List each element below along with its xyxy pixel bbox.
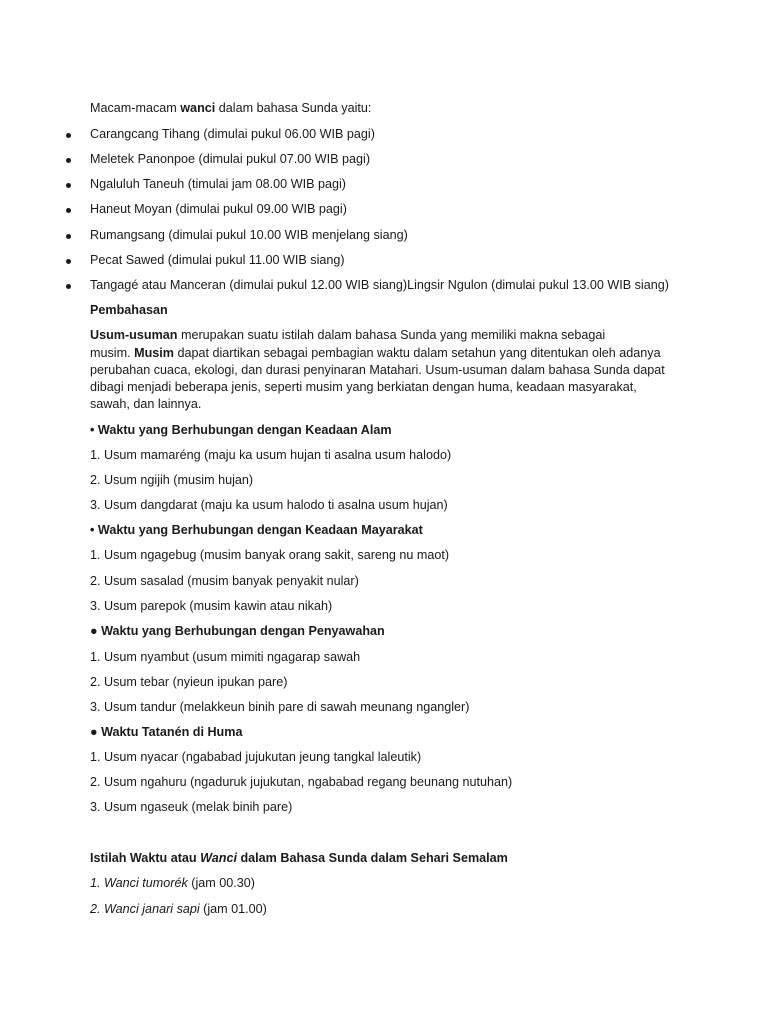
list-item: 2. Usum ngijih (musim hujan) [90,473,254,487]
paragraph-text: musim. [90,346,135,360]
list-item: Pecat Sawed (dimulai pukul 11.00 WIB siang) [90,253,345,267]
section-heading-alam [90,422,392,439]
paragraph-line: dibagi menjadi beberapa jenis, seperti musim yang berkiatan dengan huma, keadaan masyarakat, [90,380,637,394]
list-item: 1. Usum nyambut (usum mimiti ngagarap sawah [90,650,361,664]
list-item: 3. Usum dangdarat (maju ka usum halodo ti asalna usum hujan) [90,498,448,512]
list-item: Meletek Panonpoe (dimulai pukul 07.00 WIB pagi) [90,152,371,166]
list-item: Rumangsang (dimulai pukul 10.00 WIB menjelang siang) [90,228,408,242]
italic-term: 2. Wanci janari sapi [90,902,200,916]
intro-line [90,100,371,117]
item-text: (jam 00.30) [187,876,255,890]
intro-text: Macam-macam [90,101,181,115]
intro-text-end: dalam bahasa Sunda yaitu: [215,101,372,115]
bold-term: Usum-usuman [90,328,178,342]
bullet-icon [66,234,71,239]
heading-text: Pembahasan [90,303,168,317]
list-item: 1. Usum mamaréng (maju ka usum hujan ti asalna usum halodo) [90,448,452,462]
section-heading-penyawahan [90,623,385,640]
heading-text: • Waktu yang Berhubungan dengan Keadaan Mayarakat [90,523,423,537]
heading-text: • Waktu yang Berhubungan dengan Keadaan Alam [90,423,392,437]
list-item: 2. Usum sasalad (musim banyak penyakit nular) [90,574,359,588]
paragraph-line [90,345,661,362]
section-heading-pembahasan [90,302,168,319]
heading-text: ● Waktu yang Berhubungan dengan Penyawahan [90,624,385,638]
section-heading-huma [90,724,242,741]
item-text: (jam 01.00) [199,902,267,916]
paragraph-text: merupakan suatu istilah dalam bahasa Sunda yang memiliki makna sebagai [177,328,606,342]
list-item: 2. Usum tebar (nyieun ipukan pare) [90,675,288,689]
intro-bold-term: wanci [180,101,216,115]
list-item [90,901,267,918]
paragraph-line: sawah, dan lainnya. [90,397,202,411]
bullet-icon [66,259,71,264]
list-item: Ngaluluh Taneuh (timulai jam 08.00 WIB pagi) [90,177,346,191]
list-item: 1. Usum ngagebug (musim banyak orang sakit, sareng nu maot) [90,548,450,562]
paragraph-text: dapat diartikan sebagai pembagian waktu dalam setahun yang ditentukan oleh adanya [173,346,661,360]
list-item: Haneut Moyan (dimulai pukul 09.00 WIB pagi) [90,202,347,216]
heading-text: ● Waktu Tatanén di Huma [90,725,243,739]
section-heading-istilah [90,850,508,867]
bullet-icon [66,208,71,213]
bullet-icon [66,133,71,138]
list-item: Carangcang Tihang (dimulai pukul 06.00 WIB pagi) [90,127,375,141]
bullet-icon [66,158,71,163]
list-item [90,875,255,892]
bullet-icon [66,284,71,289]
italic-term: 1. Wanci tumorék [90,876,188,890]
list-item: 3. Usum parepok (musim kawin atau nikah) [90,599,333,613]
list-item: 3. Usum tandur (melakkeun binih pare di sawah meunang ngangler) [90,700,470,714]
heading-text: Istilah Waktu atau [90,851,201,865]
heading-text-end: dalam Bahasa Sunda dalam Sehari Semalam [236,851,508,865]
list-item: 3. Usum ngaseuk (melak binih pare) [90,800,293,814]
list-item: 1. Usum nyacar (ngababad jujukutan jeung tangkal laleutik) [90,750,422,764]
list-item: Tangagé atau Manceran (dimulai pukul 12.00 WIB siang)Lingsir Ngulon (dimulai pukul 13.00 WIB siang) [90,278,669,292]
bold-term: Musim [134,346,174,360]
paragraph-line: perubahan cuaca, ekologi, dan durasi penyinaran Matahari. Usum-usuman dalam bahasa Sunda dapat [90,363,665,377]
section-heading-mayarakat [90,522,423,539]
list-item: 2. Usum ngahuru (ngaduruk jujukutan, ngababad regang beunang nutuhan) [90,775,513,789]
paragraph-line [90,327,605,344]
bullet-icon [66,183,71,188]
heading-italic-term: Wanci [200,851,237,865]
